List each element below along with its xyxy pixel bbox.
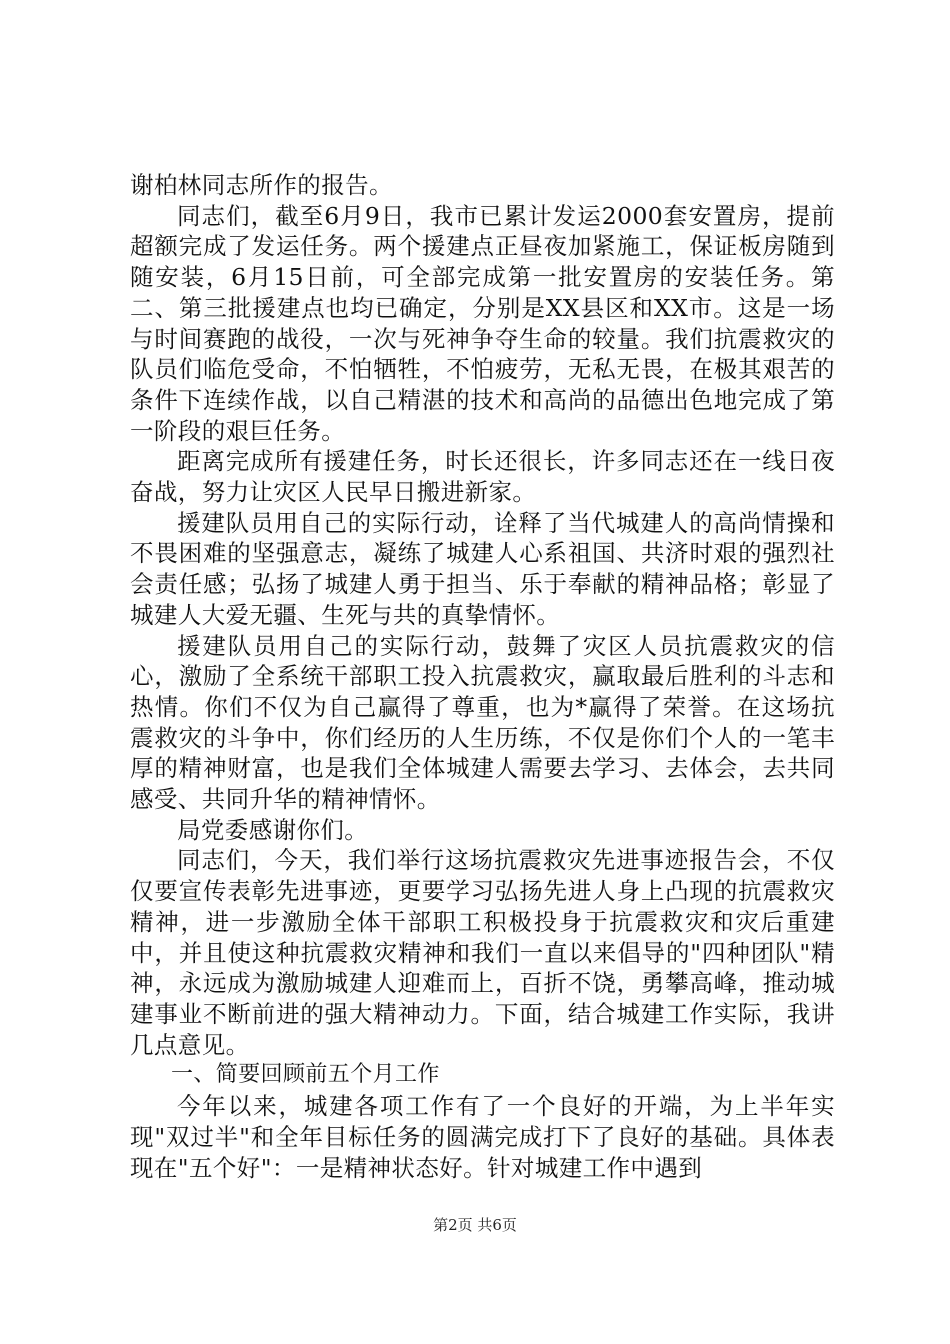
paragraph: 同志们，今天，我们举行这场抗震救灾先进事迹报告会，不仅仅要宣传表彰先进事迹，更要学习弘扬先进人身上凸现的抗震救灾精神，进一步激励全体干部职工积极投身于抗震救灾和灾后重建中，并且使这种抗震救灾精神和我们一直以来倡导的"四种团队"精神，永远成为激励城建人迎难而上，百折不饶，勇攀高峰，推动城建事业不断前进的强大精神动力。下面，结合城建工作实际，我讲几点意见。 [130,846,835,1059]
paragraph: 距离完成所有援建任务，时长还很长，许多同志还在一线日夜奋战，努力让灾区人民早日搬进新家。 [130,447,835,507]
paragraph: 局党委感谢你们。 [177,815,369,844]
paragraph: 援建队员用自己的实际行动，鼓舞了灾区人员抗震救灾的信心，激励了全系统干部职工投入抗震救灾，赢取最后胜利的斗志和热情。你们不仅为自己赢得了尊重，也为*赢得了荣誉。在这场抗震救灾的斗争中，你们经历的人生历练，不仅是你们个人的一笔丰厚的精神财富，也是我们全体城建人需要去学习、去体会，去共同感受、共同升华的精神情怀。 [130,631,835,814]
document-body [130,170,835,1183]
paragraph: 同志们，截至6月9日，我市已累计发运2000套安置房，提前超额完成了发运任务。两个援建点正昼夜加紧施工，保证板房随到随安装，6月15日前，可全部完成第一批安置房的安装任务。第二、第三批援建点也均已确定，分别是XX县区和XX市。这是一场与时间赛跑的战役，一次与死神争夺生命的较量。我们抗震救灾的队员们临危受命，不怕牺牲，不怕疲劳，无私无畏，在极其艰苦的条件下连续作战，以自己精湛的技术和高尚的品德出色地完成了第一阶段的艰巨任务。 [130,201,835,445]
page-number-footer: 第2页 共6页 [433,1216,517,1234]
paragraph: 谢柏林同志所作的报告。 [130,171,393,199]
paragraph: 援建队员用自己的实际行动，诠释了当代城建人的高尚情操和不畏困难的坚强意志，凝练了城建人心系祖国、共济时艰的强烈社会责任感；弘扬了城建人勇于担当、乐于奉献的精神品格；彰显了城建人大爱无疆、生死与共的真挚情怀。 [130,508,835,629]
section-heading: 一、简要回顾前五个月工作 [171,1062,440,1088]
paragraph: 今年以来，城建各项工作有了一个良好的开端，为上半年实现"双过半"和全年目标任务的圆满完成打下了良好的基础。具体表现在"五个好"：一是精神状态好。针对城建工作中遇到 [130,1092,835,1182]
